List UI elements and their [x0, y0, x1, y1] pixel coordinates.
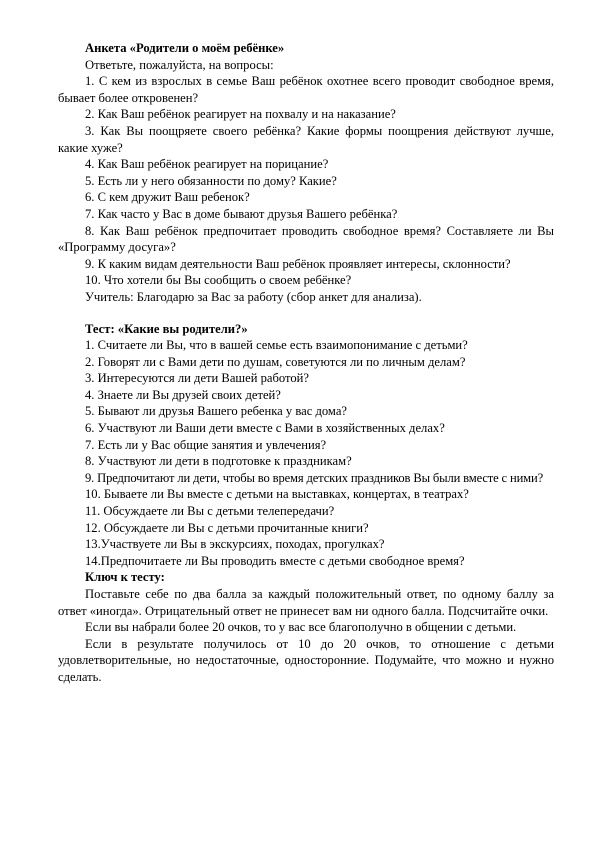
key-paragraph: Если в результате получилось от 10 до 20 очков, то отношение с детьми удовлетворительные, но недостаточные, односторонние. Подумайте, что можно и нужно сделать.	[58, 636, 554, 684]
test-question: 13.Участвуете ли Вы в экскурсиях, походах, прогулках?	[85, 537, 385, 552]
test-title: Тест: «Какие вы родители?»	[85, 321, 248, 336]
test-question: 10. Бываете ли Вы вместе с детьми на выставках, концертах, в театрах?	[85, 487, 469, 502]
survey-question: 8. Как Ваш ребёнок предпочитает проводить свободное время? Составляете ли Вы «Программу досуга»?	[58, 223, 554, 255]
survey-question: 9. К каким видам деятельности Ваш ребёнок проявляет интересы, склонности?	[85, 256, 511, 271]
survey-intro: Ответьте, пожалуйста, на вопросы:	[85, 57, 274, 72]
test-question: 4. Знаете ли Вы друзей своих детей?	[85, 387, 281, 402]
test-question: 1. Считаете ли Вы, что в вашей семье есть взаимопонимание с детьми?	[85, 338, 468, 353]
test-question: 11. Обсуждаете ли Вы с детьми телепередачи?	[85, 504, 335, 519]
survey-question: 6. С кем дружит Ваш ребенок?	[85, 190, 250, 205]
test-question: 12. Обсуждаете ли Вы с детьми прочитанные книги?	[85, 520, 369, 535]
test-question: 2. Говорят ли с Вами дети по душам, советуются ли по личным делам?	[85, 354, 466, 369]
test-question: 3. Интересуются ли дети Вашей работой?	[85, 371, 309, 386]
survey-title: Анкета «Родители о моём ребёнке»	[85, 41, 285, 55]
survey-question: 2. Как Ваш ребёнок реагирует на похвалу и на наказание?	[85, 107, 396, 122]
survey-question: 10. Что хотели бы Вы сообщить о своем ребёнке?	[85, 273, 352, 288]
section-gap	[58, 306, 554, 321]
key-title: Ключ к тесту:	[85, 570, 165, 585]
test-question: 7. Есть ли у Вас общие занятия и увлечения?	[85, 437, 327, 452]
teacher-note: Учитель: Благодарю за Вас за работу (сбор анкет для анализа).	[85, 289, 422, 304]
survey-question: 3. Как Вы поощряете своего ребёнка? Какие формы поощрения действуют лучше, какие хуже?	[58, 123, 554, 155]
survey-question: 7. Как часто у Вас в доме бывают друзья Вашего ребёнка?	[85, 206, 398, 221]
survey-question: 1. С кем из взрослых в семье Ваш ребёнок охотнее всего проводит свободное время, бывает более откровенен?	[58, 74, 554, 105]
document-page	[58, 40, 554, 686]
test-question: 14.Предпочитаете ли Вы проводить вместе с детьми свободное время?	[85, 553, 465, 568]
test-question: 5. Бывают ли друзья Вашего ребенка у вас дома?	[85, 404, 347, 419]
survey-question: 4. Как Ваш ребёнок реагирует на порицание?	[85, 157, 329, 172]
test-question: 6. Участвуют ли Ваши дети вместе с Вами в хозяйственных делах?	[85, 421, 445, 436]
test-question: 9. Предпочитают ли дети, чтобы во время детских праздников Вы были вместе с ними?	[85, 470, 544, 485]
key-paragraph: Поставьте себе по два балла за каждый положительный ответ, по одному баллу за ответ «иногда». Отрицательный ответ не принесет вам ни одного балла. Подсчитайте очки.	[58, 587, 554, 618]
survey-question: 5. Есть ли у него обязанности по дому? Какие?	[85, 173, 337, 188]
test-question: 8. Участвуют ли дети в подготовке к праздникам?	[85, 454, 352, 469]
key-paragraph: Если вы набрали более 20 очков, то у вас все благополучно в общении с детьми.	[85, 620, 517, 635]
